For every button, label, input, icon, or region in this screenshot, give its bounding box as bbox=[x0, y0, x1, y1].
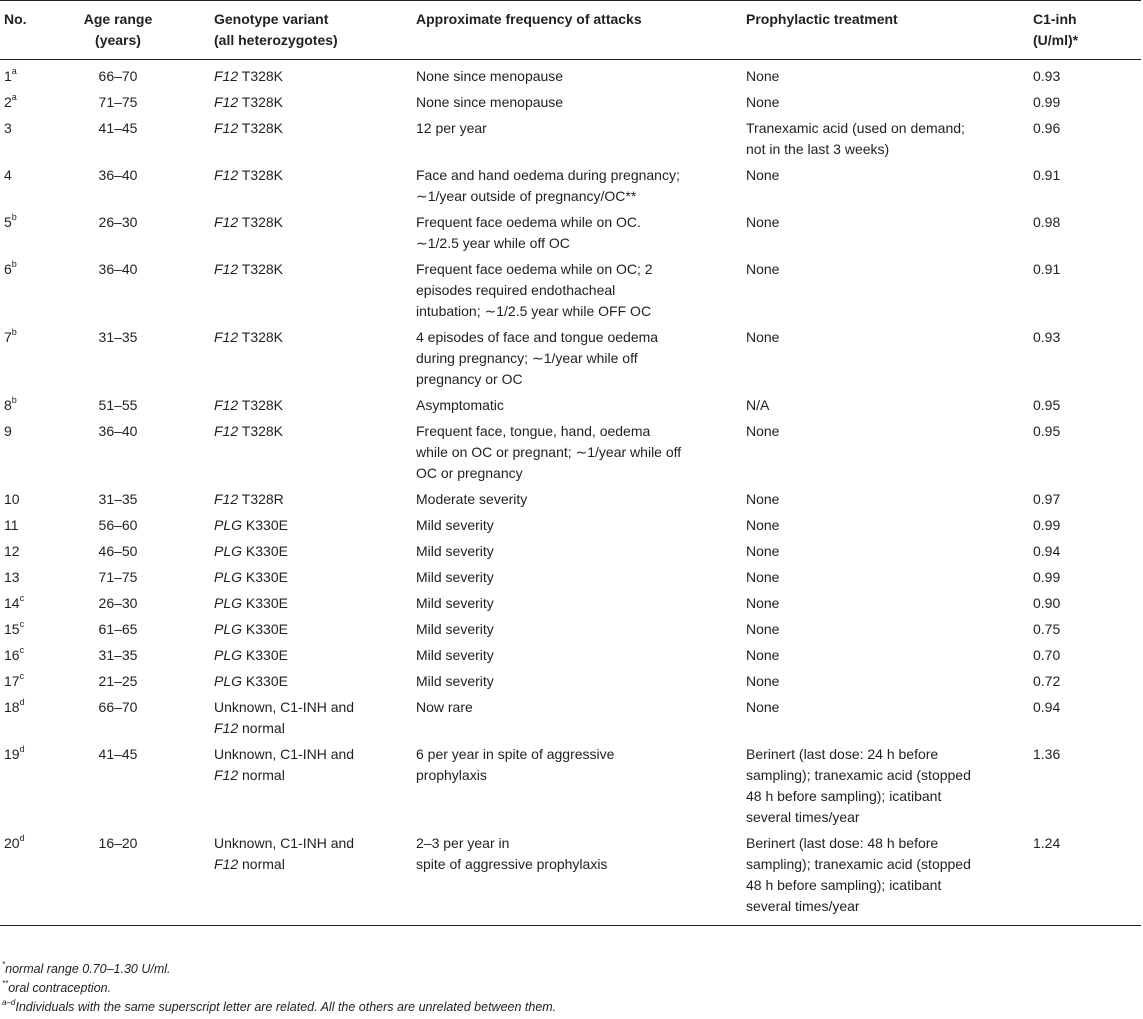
cell-no: 6$^b$ bbox=[4, 259, 17, 277]
gene-name: PLG bbox=[214, 543, 243, 559]
cell-c1-inh: 0.99 bbox=[1033, 569, 1061, 585]
cell-frequency: Mild severity bbox=[416, 595, 494, 611]
relation-superscript: b bbox=[11, 259, 17, 270]
cell-genotype: F12 T328K bbox=[214, 68, 284, 84]
cell-frequency: Mild severity bbox=[416, 647, 494, 663]
table-row bbox=[0, 324, 1141, 392]
cell-c1-inh: 0.99 bbox=[1033, 94, 1061, 110]
table-row bbox=[0, 256, 1141, 324]
relation-superscript: b bbox=[11, 395, 17, 406]
gene-name: F12 bbox=[214, 214, 239, 230]
cell-c1-inh: 0.96 bbox=[1033, 120, 1061, 136]
cell-treatment: None bbox=[746, 543, 780, 559]
gene-name: PLG bbox=[214, 595, 243, 611]
cell-age-range: 36–40 bbox=[98, 261, 138, 277]
cell-frequency: Moderate severity bbox=[416, 491, 528, 507]
cell-genotype: F12 T328K bbox=[214, 329, 284, 345]
gene-name: F12 bbox=[214, 423, 239, 439]
footnote-oral-contraception: **oral contraception. bbox=[2, 978, 112, 995]
cell-c1-inh: 0.70 bbox=[1033, 647, 1061, 663]
table-row bbox=[0, 209, 1141, 256]
cell-age-range: 21–25 bbox=[98, 673, 138, 689]
cell-frequency: 12 per year bbox=[416, 120, 487, 136]
table-row bbox=[0, 512, 1141, 538]
cell-genotype: F12 T328K bbox=[214, 397, 284, 413]
cell-frequency: Mild severity bbox=[416, 517, 494, 533]
cell-age-range: 61–65 bbox=[98, 621, 138, 637]
cell-no: 14$^c$ bbox=[4, 593, 25, 611]
cell-age-range: 36–40 bbox=[98, 423, 138, 439]
relation-superscript: d bbox=[19, 744, 25, 755]
cell-genotype: PLG K330E bbox=[214, 621, 288, 637]
cell-c1-inh: 0.75 bbox=[1033, 621, 1061, 637]
cell-age-range: 26–30 bbox=[98, 595, 138, 611]
header-row bbox=[0, 1, 1141, 60]
cell-treatment: Tranexamic acid (used on demand; not in the last 3 weeks) bbox=[746, 120, 965, 157]
cell-frequency: None since menopause bbox=[416, 68, 564, 84]
cell-treatment: None bbox=[746, 569, 780, 585]
cell-c1-inh: 0.72 bbox=[1033, 673, 1061, 689]
table-row bbox=[0, 418, 1141, 486]
cell-no: 18$^d$ bbox=[4, 697, 25, 715]
cell-no: 17$^c$ bbox=[4, 671, 25, 689]
cell-no: 19$^d$ bbox=[4, 744, 25, 762]
table-row bbox=[0, 538, 1141, 564]
cell-no: 1$^a$ bbox=[4, 66, 17, 84]
cell-treatment: None bbox=[746, 423, 780, 439]
cell-genotype: PLG K330E bbox=[214, 569, 288, 585]
cell-frequency: Mild severity bbox=[416, 569, 494, 585]
gene-name: F12 bbox=[214, 491, 239, 507]
cell-genotype: Unknown, C1-INH and F12 normal bbox=[214, 699, 355, 736]
footnote-related-individuals: $^{a-d}$Individuals with the same superscript letter are related. All the others are unrelated between them. bbox=[2, 997, 557, 1014]
cell-genotype: F12 T328K bbox=[214, 120, 284, 136]
cell-age-range: 41–45 bbox=[98, 120, 138, 136]
cell-age-range: 46–50 bbox=[98, 543, 138, 559]
gene-name: F12 bbox=[214, 261, 239, 277]
cell-treatment: None bbox=[746, 491, 780, 507]
cell-c1-inh: 0.93 bbox=[1033, 329, 1061, 345]
cell-frequency: Mild severity bbox=[416, 621, 494, 637]
cell-genotype: Unknown, C1-INH and F12 normal bbox=[214, 746, 355, 783]
cell-treatment: None bbox=[746, 214, 780, 230]
cell-frequency: Frequent face oedema while on OC. ∼1/2.5 year while off OC bbox=[416, 214, 641, 251]
table-row bbox=[0, 60, 1141, 90]
footnote-normal-range: *normal range 0.70–1.30 U/ml. bbox=[2, 959, 171, 976]
relation-superscript: c bbox=[19, 593, 25, 604]
footnotes bbox=[2, 960, 556, 1017]
cell-age-range: 41–45 bbox=[98, 746, 138, 762]
header-c1-inh: C1-inh (U/ml)* bbox=[1029, 1, 1141, 60]
cell-frequency: 2–3 per year in spite of aggressive prophylaxis bbox=[412, 830, 742, 926]
cell-treatment: None bbox=[746, 167, 780, 183]
table-row bbox=[0, 590, 1141, 616]
cell-age-range: 66–70 bbox=[98, 68, 138, 84]
cell-c1-inh: 0.95 bbox=[1033, 397, 1061, 413]
gene-name: PLG bbox=[214, 647, 243, 663]
cell-treatment: None bbox=[746, 595, 780, 611]
cell-no: 2$^a$ bbox=[4, 92, 17, 110]
header-frequency: Approximate frequency of attacks bbox=[412, 1, 742, 60]
table-row bbox=[0, 694, 1141, 741]
cell-age-range: 66–70 bbox=[98, 699, 138, 715]
cell-c1-inh: 0.95 bbox=[1033, 423, 1061, 439]
cell-age-range: 51–55 bbox=[98, 397, 138, 413]
cell-frequency: Frequent face, tongue, hand, oedema while on OC or pregnant; ∼1/year while off OC or pregnancy bbox=[416, 423, 682, 481]
cell-no: 11 bbox=[4, 517, 19, 533]
gene-name: F12 bbox=[214, 767, 239, 783]
relation-superscript: c bbox=[19, 671, 25, 682]
cell-no: 13 bbox=[4, 569, 20, 585]
cell-no: 16$^c$ bbox=[4, 645, 25, 663]
cell-treatment: None bbox=[746, 261, 780, 277]
cell-treatment: None bbox=[746, 94, 780, 110]
cell-c1-inh: 0.91 bbox=[1033, 167, 1061, 183]
cell-c1-inh: 0.99 bbox=[1033, 517, 1061, 533]
cell-no: 10 bbox=[4, 491, 20, 507]
cell-frequency: Face and hand oedema during pregnancy; ∼1/year outside of pregnancy/OC** bbox=[416, 167, 680, 204]
gene-name: F12 bbox=[214, 720, 239, 736]
cell-genotype: PLG K330E bbox=[214, 647, 288, 663]
cell-treatment: None bbox=[746, 673, 780, 689]
gene-name: F12 bbox=[214, 397, 239, 413]
cell-c1-inh: 0.91 bbox=[1033, 261, 1061, 277]
cell-treatment: None bbox=[746, 329, 780, 345]
relation-superscript: b bbox=[11, 327, 17, 338]
gene-name: F12 bbox=[214, 120, 239, 136]
cell-c1-inh: 0.94 bbox=[1033, 543, 1061, 559]
table-row bbox=[0, 564, 1141, 590]
cell-no: 4 bbox=[4, 167, 12, 183]
cell-genotype: F12 T328K bbox=[214, 94, 284, 110]
gene-name: PLG bbox=[214, 569, 243, 585]
table-row bbox=[0, 830, 1141, 926]
relation-superscript: d bbox=[19, 697, 25, 708]
table-row bbox=[0, 616, 1141, 642]
cell-no: 9 bbox=[4, 423, 12, 439]
table-row bbox=[0, 89, 1141, 115]
gene-name: PLG bbox=[214, 673, 243, 689]
table-row bbox=[0, 642, 1141, 668]
table-body bbox=[0, 60, 1141, 926]
cell-genotype: F12 T328K bbox=[214, 423, 284, 439]
cell-frequency: Now rare bbox=[416, 699, 473, 715]
relation-superscript: c bbox=[19, 645, 25, 656]
cell-age-range: 31–35 bbox=[98, 647, 138, 663]
cell-age-range: 36–40 bbox=[98, 167, 138, 183]
header-no: No. bbox=[0, 1, 66, 60]
cell-treatment: Berinert (last dose: 24 h before sampling); tranexamic acid (stopped 48 h before sampling); icatibant several times/year bbox=[746, 746, 971, 825]
cell-treatment: None bbox=[746, 621, 780, 637]
relation-superscript: b bbox=[11, 212, 17, 223]
cell-age-range: 71–75 bbox=[98, 569, 138, 585]
cell-no: 20$^d$ bbox=[0, 830, 66, 926]
cell-genotype: PLG K330E bbox=[214, 517, 288, 533]
cell-c1-inh: 1.24 bbox=[1029, 830, 1141, 926]
cell-no: 5$^b$ bbox=[4, 212, 17, 230]
table-row bbox=[0, 668, 1141, 694]
table-row bbox=[0, 392, 1141, 418]
gene-name: F12 bbox=[214, 167, 239, 183]
gene-name: PLG bbox=[214, 517, 243, 533]
cell-no: 8$^b$ bbox=[4, 395, 17, 413]
gene-name: F12 bbox=[214, 329, 239, 345]
cell-frequency: Mild severity bbox=[416, 673, 494, 689]
cell-frequency: Frequent face oedema while on OC; 2 episodes required endothacheal intubation; ∼1/2.5 year while OFF OC bbox=[416, 261, 653, 319]
cell-genotype: F12 T328K bbox=[214, 214, 284, 230]
relation-superscript: a bbox=[11, 92, 17, 103]
cell-genotype: Unknown, C1-INH and F12 normal bbox=[210, 830, 412, 926]
relation-superscript: d bbox=[19, 833, 25, 844]
relation-superscript: a bbox=[11, 66, 17, 77]
header-treatment: Prophylactic treatment bbox=[742, 1, 1029, 60]
cell-treatment: N/A bbox=[746, 397, 770, 413]
cell-c1-inh: 0.94 bbox=[1033, 699, 1061, 715]
cell-c1-inh: 0.93 bbox=[1033, 68, 1061, 84]
cell-no: 3 bbox=[4, 120, 12, 136]
gene-name: F12 bbox=[214, 68, 239, 84]
table-row bbox=[0, 115, 1141, 162]
cell-treatment: Berinert (last dose: 48 h before sampling); tranexamic acid (stopped 48 h before sampling); icatibant several times/year bbox=[742, 830, 1029, 926]
cell-genotype: F12 T328R bbox=[214, 491, 284, 507]
cell-treatment: None bbox=[746, 647, 780, 663]
cell-frequency: Mild severity bbox=[416, 543, 494, 559]
cell-age-range: 16–20 bbox=[66, 830, 210, 926]
cell-treatment: None bbox=[746, 68, 780, 84]
gene-name: F12 bbox=[214, 856, 239, 872]
cell-genotype: F12 T328K bbox=[214, 261, 284, 277]
cell-c1-inh: 0.90 bbox=[1033, 595, 1061, 611]
table-row bbox=[0, 486, 1141, 512]
cell-age-range: 26–30 bbox=[98, 214, 138, 230]
cell-frequency: 6 per year in spite of aggressive prophylaxis bbox=[416, 746, 615, 783]
cell-genotype: PLG K330E bbox=[214, 595, 288, 611]
cell-no: 12 bbox=[4, 543, 20, 559]
cell-age-range: 56–60 bbox=[98, 517, 138, 533]
cell-c1-inh: 0.98 bbox=[1033, 214, 1061, 230]
cell-genotype: PLG K330E bbox=[214, 673, 288, 689]
cell-age-range: 71–75 bbox=[98, 94, 138, 110]
cell-treatment: None bbox=[746, 699, 780, 715]
cell-frequency: Asymptomatic bbox=[416, 397, 504, 413]
cell-no: 15$^c$ bbox=[4, 619, 25, 637]
cell-age-range: 31–35 bbox=[98, 491, 138, 507]
cell-frequency: None since menopause bbox=[416, 94, 564, 110]
table-row bbox=[0, 162, 1141, 209]
cell-frequency: 4 episodes of face and tongue oedema during pregnancy; ∼1/year while off pregnancy or OC bbox=[416, 329, 659, 387]
cell-genotype: PLG K330E bbox=[214, 543, 288, 559]
cell-genotype: F12 T328K bbox=[214, 167, 284, 183]
cell-age-range: 31–35 bbox=[98, 329, 138, 345]
cell-c1-inh: 1.36 bbox=[1033, 746, 1061, 762]
relation-superscript: c bbox=[19, 619, 25, 630]
header-genotype: Genotype variant (all heterozygotes) bbox=[210, 1, 412, 60]
header-age-range: Age range (years) bbox=[66, 1, 210, 60]
gene-name: PLG bbox=[214, 621, 243, 637]
table-row bbox=[0, 741, 1141, 830]
cell-treatment: None bbox=[746, 517, 780, 533]
cell-no: 7$^b$ bbox=[4, 327, 17, 345]
cell-c1-inh: 0.97 bbox=[1033, 491, 1061, 507]
gene-name: F12 bbox=[214, 94, 239, 110]
